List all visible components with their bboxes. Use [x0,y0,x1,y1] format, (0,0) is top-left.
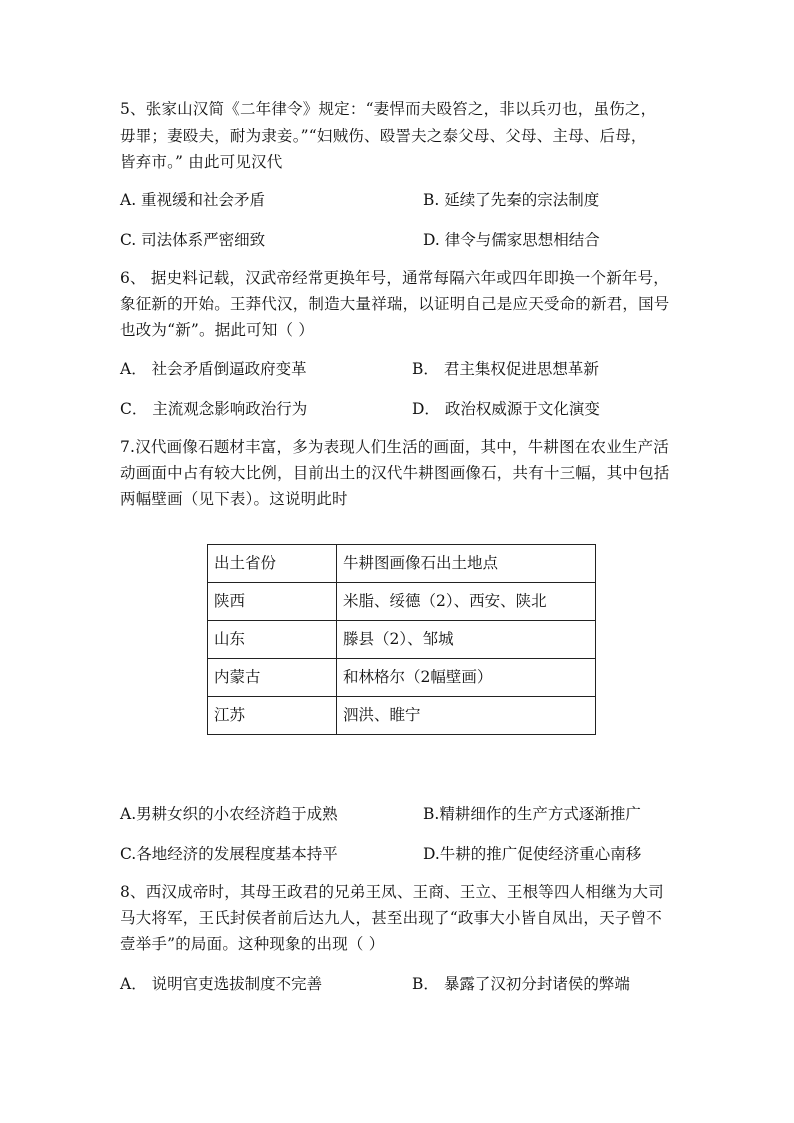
q8-option-a: A． 说明官吏选拔制度不完善 [120,975,323,993]
q7-option-d: D.牛耕的推广促使经济重心南移 [423,845,642,863]
table-header-cell: 牛耕图画像石出土地点 [337,545,596,583]
q8-stem-line-2: 马大将军，王氏封侯者前后达九人，甚至出现了“政事大小皆自凤出，天子曾不 [120,909,662,927]
table-header-cell: 出土省份 [208,545,337,583]
table-row [208,659,596,697]
q7-stem-line-3: 两幅壁画（见下表）。这说明此时 [120,490,348,508]
q5-option-d: D. 律令与儒家思想相结合 [423,231,600,249]
q6-stem-line-2: 象征新的开始。王莽代汉，制造大量祥瑞，以证明自己是应天受命的新君，国号 [120,295,670,313]
q5-stem-line-1: 5、张家山汉简《二年律令》规定：“妻悍而夫殴笞之，非以兵刃也，虽伤之， [120,100,657,118]
excavation-table [207,544,596,735]
q6-option-a: A． 社会矛盾倒逼政府变革 [120,360,307,378]
q6-option-d: D． 政治权威源于文化演变 [412,400,600,418]
table-cell: 内蒙古 [208,659,337,697]
q7-stem-line-1: 7.汉代画像石题材丰富，多为表现人们生活的画面，其中，牛耕图在农业生产活 [120,438,669,456]
q8-option-b: B． 暴露了汉初分封诸侯的弊端 [412,975,630,993]
table-row [208,583,596,621]
q7-stem-line-2: 动画面中占有较大比例，目前出土的汉代牛耕图画像石，共有十三幅，其中包括 [120,464,670,482]
table-cell: 泗洪、睢宁 [337,697,596,735]
q5-stem-line-2: 毋罪；妻殴夫，耐为隶妾。”“妇贼伤、殴詈夫之泰父母、父母、主母、后母， [120,127,647,145]
table-cell: 滕县（2）、邹城 [337,621,596,659]
q5-stem-line-3: 皆弃市。” 由此可见汉代 [120,153,283,171]
table-cell: 和林格尔（2幅壁画） [337,659,596,697]
q5-option-c: C. 司法体系严密细致 [120,231,266,249]
q7-option-c: C.各地经济的发展程度基本持平 [120,845,338,863]
q5-option-a: A. 重视缓和社会矛盾 [120,191,266,209]
q6-option-c: C． 主流观念影响政治行为 [120,400,308,418]
q8-stem-line-1: 8、西汉成帝时，其母王政君的兄弟王凤、王商、王立、王根等四人相继为大司 [120,883,664,901]
table-header-row [208,545,596,583]
q7-option-b: B.精耕细作的生产方式逐渐推广 [423,805,641,823]
q6-option-b: B． 君主集权促进思想革新 [412,360,599,378]
table-cell: 山东 [208,621,337,659]
table-cell: 陕西 [208,583,337,621]
q6-stem-line-1: 6、 据史料记载，汉武帝经常更换年号，通常每隔六年或四年即换一个新年号， [120,269,669,287]
q8-stem-line-3: 壹举手”的局面。这种现象的出现（ ） [120,935,385,953]
table-cell: 江苏 [208,697,337,735]
table-cell: 米脂、绥德（2）、西安、陕北 [337,583,596,621]
q7-option-a: A.男耕女织的小农经济趋于成熟 [120,805,338,823]
table-row [208,697,596,735]
q5-option-b: B. 延续了先秦的宗法制度 [423,191,600,209]
table-row [208,621,596,659]
q6-stem-line-3: 也改为“新”。据此可知（ ） [120,321,315,339]
